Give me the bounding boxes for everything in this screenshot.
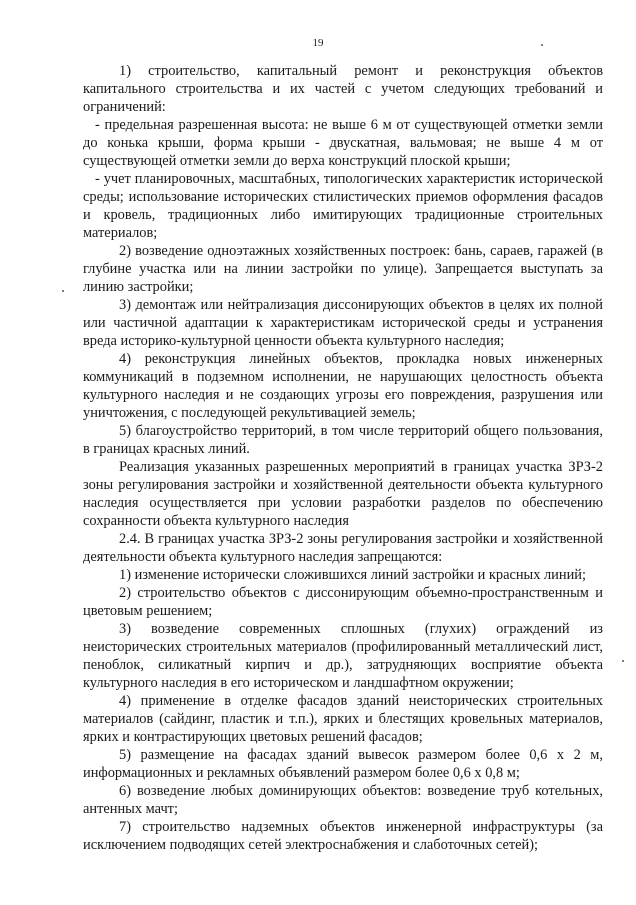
paragraph-historic-environment: - учет планировочных, масштабных, типологических характеристик исторической среды; использование исторических стилистических приемов оформления фасадов и кровель, традиционных либо имитирующих традиционные строительных материалов;: [83, 171, 603, 241]
paragraph-item-2-outbuildings: 2) возведение одноэтажных хозяйственных построек: бань, сараев, гаражей (в глубине участка или на линии застройки по улице). Запрещается выступать за линию застройки;: [83, 243, 603, 295]
paragraph-prohibited-6: 6) возведение любых доминирующих объектов: возведение труб котельных, антенных мачт;: [83, 783, 603, 817]
paragraph-prohibited-1: 1) изменение исторически сложившихся линий застройки и красных линий;: [119, 567, 586, 583]
paragraph-prohibited-4: 4) применение в отделке фасадов зданий неисторических строительных материалов (сайдинг, пластик и т.п.), ярких и блестящих кровельных материалов, ярких и контрастирующих цветовых решений фасадов;: [83, 693, 603, 745]
page-number: 19: [312, 37, 324, 49]
paragraph-prohibited-7: 7) строительство надземных объектов инженерной инфраструктуры (за исключением подводящих сетей электроснабжения и слаботочных сетей);: [83, 819, 603, 853]
paragraph-prohibited-2: 2) строительство объектов с диссонирующим объемно-пространственным и цветовым решением;: [83, 585, 603, 619]
scan-speck: [622, 660, 624, 662]
paragraph-item-4-linear-objects: 4) реконструкция линейных объектов, прокладка новых инженерных коммуникаций в подземном исполнении, не нарушающих целостность объекта культурного наследия и не создающих угрозы его повреждения, разрушения или уничтожения, с последующей рекультивацией земель;: [83, 351, 603, 421]
document-body: [83, 62, 603, 854]
paragraph-height-limit: - предельная разрешенная высота: не выше 6 м от существующей отметки земли до конька крыши, форма крыши - двускатная, вальмовая; не выше 4 м от существующей отметки земли до верха конструкций плоской крыши;: [83, 117, 603, 169]
paragraph-prohibited-3: 3) возведение современных сплошных (глухих) ограждений из неисторических строительных материалов (профилированный металлический лист, пеноблок, силикатный кирпич и др.), затрудняющих восприятие объекта культурного наследия в его историческом и ландшафтном окружении;: [83, 621, 603, 691]
paragraph-implementation-conditions: Реализация указанных разрешенных мероприятий в границах участка ЗРЗ-2 зоны регулирования застройки и хозяйственной деятельности объекта культурного наследия осуществляется при условии разработки разделов по обеспечению сохранности объекта культурного наследия: [83, 459, 603, 529]
paragraph-item-3-dissonant-objects: 3) демонтаж или нейтрализация диссонирующих объектов в целях их полной или частичной адаптации к характеристикам исторической среды и устранения вреда историко-культурной ценности объекта культурного наследия;: [83, 297, 603, 349]
scan-speck: [62, 290, 64, 292]
paragraph-item-1-construction: 1) строительство, капитальный ремонт и реконструкция объектов капитального строительства и их частей с учетом следующих требований и ограничений:: [83, 63, 603, 115]
paragraph-prohibited-5: 5) размещение на фасадах зданий вывесок размером более 0,6 х 2 м, информационных и рекламных объявлений размером более 0,6 х 0,8 м;: [83, 747, 603, 781]
paragraph-section-2-4-heading: 2.4. В границах участка ЗРЗ-2 зоны регулирования застройки и хозяйственной деятельности объекта культурного наследия запрещаются:: [83, 531, 603, 565]
scan-speck: [541, 44, 543, 46]
paragraph-item-5-landscaping: 5) благоустройство территорий, в том числе территорий общего пользования, в границах красных линий.: [83, 423, 603, 457]
